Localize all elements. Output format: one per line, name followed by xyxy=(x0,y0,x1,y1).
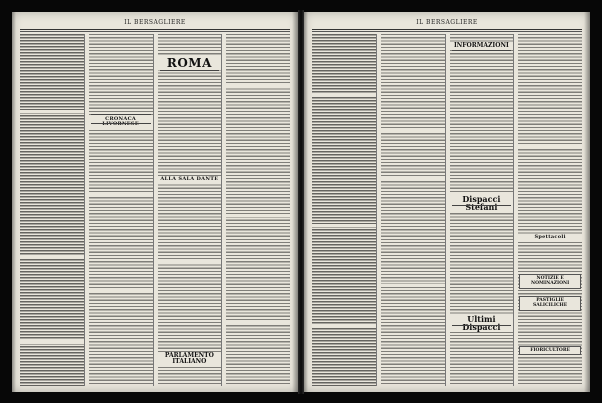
paragraph-gap xyxy=(226,84,290,87)
column-rule xyxy=(91,114,151,115)
paragraph-gap xyxy=(312,94,376,97)
section-heading: CRONACA LIVORNESE xyxy=(89,116,153,128)
section-heading: INFORMAZIONI xyxy=(450,42,514,50)
column-rule xyxy=(452,325,512,326)
column-rule xyxy=(91,123,151,124)
paragraph-gap xyxy=(89,194,153,197)
paragraph-gap xyxy=(20,110,84,113)
column-rule xyxy=(452,50,512,51)
section-heading: Dispacci Stefani xyxy=(450,194,514,212)
text-columns xyxy=(312,34,582,386)
column-2 xyxy=(381,34,446,386)
section-heading: Ultimi Dispacci xyxy=(450,314,514,332)
column-3 xyxy=(450,34,515,386)
running-head: IL BERSAGLIERE xyxy=(124,19,186,26)
header-rule xyxy=(20,29,290,30)
section-heading-large: ROMA xyxy=(158,56,222,70)
advertisement-box: NOTIZIE E NOMINAZIONI xyxy=(519,274,581,289)
running-head: IL BERSAGLIERE xyxy=(416,19,478,26)
column-1 xyxy=(20,34,85,386)
page-edge-shadow xyxy=(12,12,16,392)
column-rule xyxy=(452,205,512,206)
paragraph-gap xyxy=(226,214,290,217)
column-4 xyxy=(518,34,582,386)
paragraph-gap xyxy=(158,260,222,263)
page-fold-shadow xyxy=(304,12,308,392)
page-edge-shadow xyxy=(584,12,590,392)
paragraph-gap xyxy=(89,289,153,292)
page-header xyxy=(312,18,582,28)
section-heading: PARLAMENTO ITALIANO xyxy=(158,352,222,366)
paragraph-gap xyxy=(20,256,84,259)
advertisement-box: FIORICULTORE xyxy=(519,346,581,355)
paragraph-gap xyxy=(381,128,445,132)
paragraph-gap xyxy=(312,324,376,327)
newspaper-page-left xyxy=(12,12,298,392)
advertisement-box: PASTIGLIE SALICILICHE xyxy=(519,296,581,311)
text-columns xyxy=(20,34,290,386)
section-heading: ALLA SALA DANTE xyxy=(158,176,222,183)
paragraph-gap xyxy=(381,284,445,287)
paragraph-gap xyxy=(381,176,445,180)
paragraph-gap xyxy=(518,144,582,148)
column-2 xyxy=(89,34,154,386)
paragraph-gap xyxy=(20,340,84,344)
paragraph-gap xyxy=(312,224,376,227)
column-3 xyxy=(158,34,223,386)
paragraph-gap xyxy=(226,320,290,323)
page-header xyxy=(20,18,290,28)
column-4 xyxy=(226,34,290,386)
column-rule xyxy=(160,70,220,71)
newspaper-page-right xyxy=(304,12,590,392)
section-heading: Spettacoli xyxy=(518,234,582,241)
header-rule-thin xyxy=(312,31,582,32)
column-1 xyxy=(312,34,377,386)
header-rule xyxy=(312,29,582,30)
header-rule-thin xyxy=(20,31,290,32)
